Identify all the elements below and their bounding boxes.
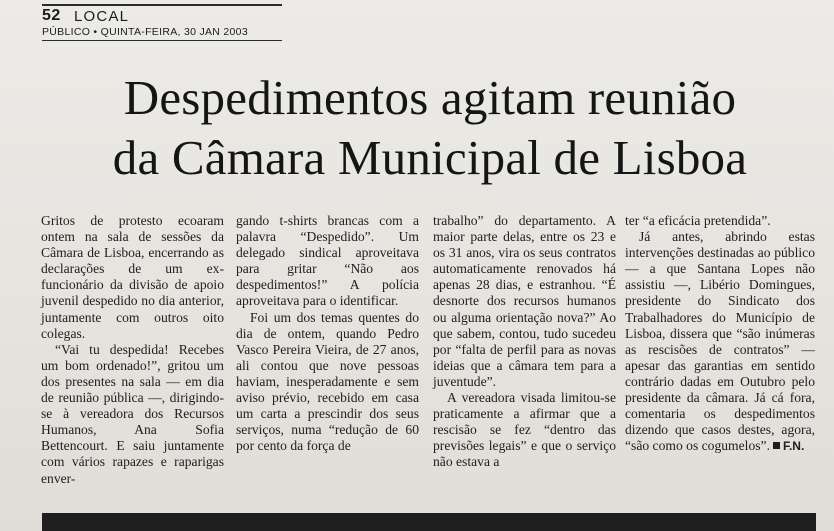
paragraph: trabalho” do departamento. A maior parte delas, entre os 23 e os 31 anos, vira os seus contratos automaticamente renovados há apenas 28 dias, e estranhou. “É desnorte dos recursos humanos ou alguma orientação nova?” Ao que sabem, contou, tudo sucedeu por “falta de perfil para as novas ideias que a câmara tem para a juventude”. — [433, 213, 616, 389]
paragraph-text: Já antes, abrindo estas intervenções destinadas ao público — a que Santana Lopes não assistiu —, Libério Domingues, presidente do Sindicato dos Trabalhadores do Município de Lisboa, dissera que “são inúmeras as rescisões de contratos” — apesar das garantias em sentido contrário dadas em Outubro pelo presidente da câmara. Já cá fora, comentaria os despedimentos dizendo que casos destes, agora, “são como os cogumelos”. — [625, 229, 815, 454]
section-label: LOCAL — [74, 8, 130, 25]
end-mark-icon — [773, 442, 780, 449]
headline-line-1: Despedimentos agitam reunião — [123, 70, 737, 125]
article-column-1 — [41, 213, 224, 487]
paragraph — [625, 229, 815, 454]
paragraph: Foi um dos temas quentes do dia de ontem, quando Pedro Vasco Pereira Vieira, de 27 anos, ali contou que nove pessoas haviam, inesperadamente e sem aviso prévio, recebido em casa um carta a prescindir dos seus serviços, numa “redução de 60 por cento da força de — [236, 309, 419, 454]
header-top-rule — [42, 4, 282, 6]
headline — [40, 68, 820, 188]
paragraph: gando t-shirts brancas com a palavra “Despedido”. Um delegado sindical aproveitava para gritar “Não aos despedimentos!” A polícia aproveitava para o identificar. — [236, 213, 419, 309]
paragraph: Gritos de protesto ecoaram ontem na sala de sessões da Câmara de Lisboa, encerrando as declarações de um ex-funcionário da divisão de apoio juvenil despedido no dia anterior, juntamente com outros oito colegas. — [41, 213, 224, 341]
article-column-3 — [433, 213, 616, 471]
article-column-4 — [625, 213, 815, 454]
author-signature: F.N. — [782, 439, 805, 454]
paragraph: “Vai tu despedida! Recebes um bom ordenado!”, gritou um dos presentes na sala — em dia de reunião pública —, dirigindo-se à vereadora dos Recursos Humanos, Ana Sofia Bettencourt. E saiu juntamente com vários rapazes e raparigas enver- — [41, 341, 224, 486]
header-bottom-rule — [42, 40, 282, 41]
page-number: 52 — [42, 7, 61, 24]
paragraph: A vereadora visada limitou-se praticamente a afirmar que a rescisão se fez “dentro das previsões legais” e que o serviço não estava a — [433, 390, 616, 470]
headline-line-2: da Câmara Municipal de Lisboa — [112, 130, 748, 185]
article-column-2 — [236, 213, 419, 454]
dateline: PÚBLICO • QUINTA-FEIRA, 30 JAN 2003 — [42, 26, 248, 38]
paragraph: ter “a eficácia pretendida”. — [625, 213, 771, 228]
adjacent-article-band — [42, 513, 816, 531]
